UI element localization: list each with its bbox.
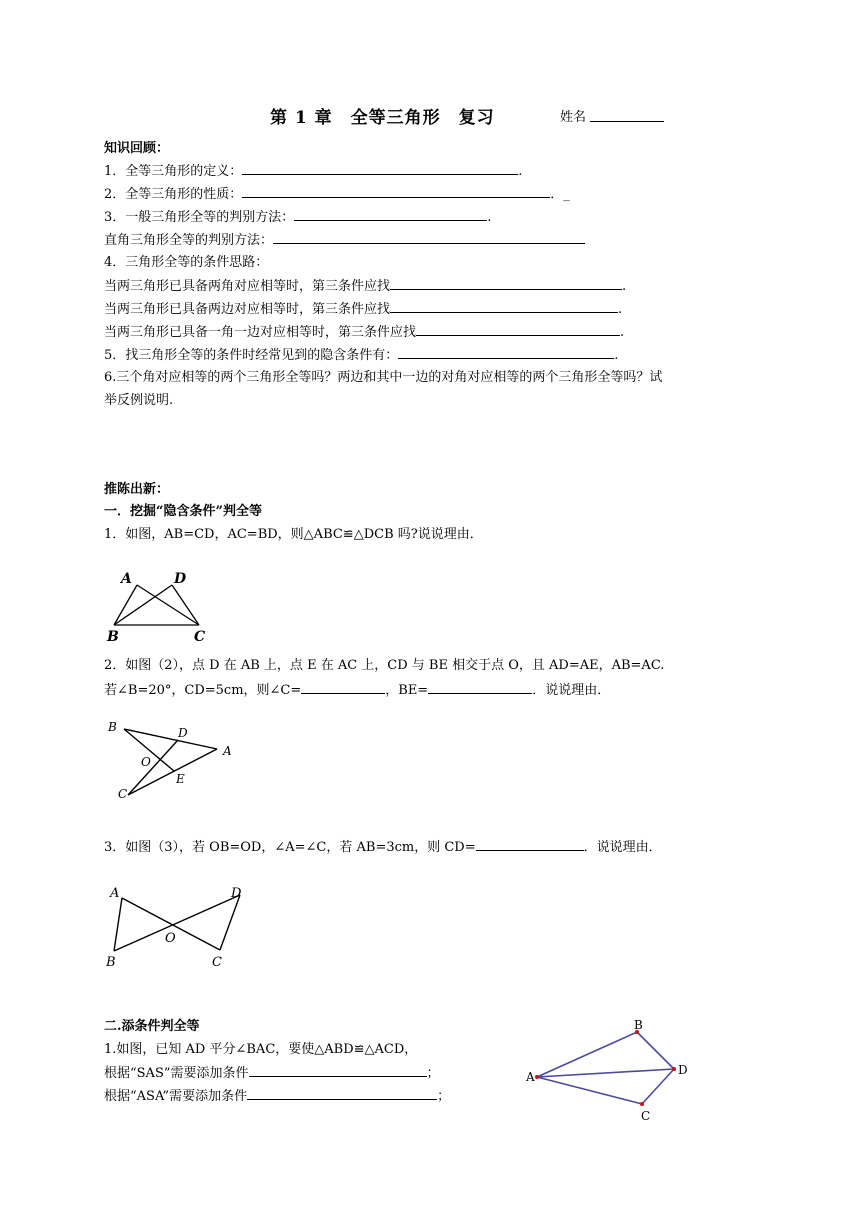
fig2-label-o: O xyxy=(141,755,151,769)
review-item-4b xyxy=(104,300,622,319)
question-2-line1: 2．如图（2），点 D 在 AB 上，点 E 在 AC 上，CD 与 BE 相交于点 O，且 AD=AE，AB=AC. xyxy=(104,658,665,673)
asa-blank[interactable] xyxy=(247,1087,437,1100)
part2-sas xyxy=(104,1064,440,1083)
review-item-4c-text: 当两三角形已具备一角一边对应相等时，第三条件应找 xyxy=(104,325,417,340)
review-item-3b-blank[interactable] xyxy=(273,231,585,244)
review-item-5 xyxy=(104,346,618,365)
asa-text: 根据“ASA”需要添加条件 xyxy=(104,1089,248,1104)
fig3-label-a: A xyxy=(110,886,120,901)
review-item-1-blank[interactable] xyxy=(242,162,518,175)
review-item-3-blank[interactable] xyxy=(294,208,487,221)
figure-1-diagram xyxy=(104,566,214,646)
review-item-4a-text: 当两三角形已具备两角对应相等时，第三条件应找 xyxy=(104,279,391,294)
review-item-4c xyxy=(104,323,624,342)
name-label: 姓名 xyxy=(560,110,587,125)
part1-heading: 一．挖掘“隐含条件”判全等 xyxy=(104,504,262,519)
review-item-2-text: 2．全等三角形的性质： xyxy=(104,187,243,202)
name-blank[interactable] xyxy=(590,121,664,122)
question-1: 1．如图，AB=CD，AC=BD，则△ABC≌△DCB 吗?说说理由． xyxy=(104,527,483,542)
q3-text-a: 3．如图（3），若 OB=OD，∠A=∠C，若 AB=3cm，则 CD= xyxy=(104,840,476,855)
review-item-1-text: 1．全等三角形的定义： xyxy=(104,164,243,179)
semicolon: ； xyxy=(437,1089,451,1104)
q2-angle-blank[interactable] xyxy=(301,681,385,694)
review-item-3 xyxy=(104,208,491,227)
question-3 xyxy=(104,838,662,857)
q2-text-c: ．说说理由． xyxy=(532,683,611,698)
review-item-2-blank[interactable] xyxy=(242,185,550,198)
review-item-5-blank[interactable] xyxy=(398,346,614,359)
part2-asa xyxy=(104,1087,450,1106)
sas-text: 根据“SAS”需要添加条件 xyxy=(104,1066,249,1081)
figure-2-diagram xyxy=(104,716,244,806)
fig3-label-o: O xyxy=(165,931,176,946)
fig4-label-d: D xyxy=(678,1063,688,1077)
fig4-label-b: B xyxy=(634,1018,643,1032)
fig1-label-c: C xyxy=(194,629,206,645)
period: . xyxy=(487,210,492,225)
review-item-4a-blank[interactable] xyxy=(390,277,622,290)
period: . xyxy=(614,348,619,363)
fig4-label-c: C xyxy=(641,1109,651,1123)
fig2-label-c: C xyxy=(118,787,128,801)
review-item-4b-blank[interactable] xyxy=(390,300,618,313)
q3-cd-blank[interactable] xyxy=(476,838,584,851)
review-item-4c-blank[interactable] xyxy=(416,323,620,336)
review-item-2 xyxy=(104,185,570,204)
fig3-label-b: B xyxy=(106,955,116,970)
new-section-heading: 推陈出新： xyxy=(104,482,170,497)
review-item-3-text: 3．一般三角形全等的判别方法： xyxy=(104,210,295,225)
fig1-label-b: B xyxy=(107,629,119,645)
review-item-6b: 举反例说明. xyxy=(104,393,174,408)
sas-blank[interactable] xyxy=(249,1064,427,1077)
fig2-label-b: B xyxy=(108,720,117,734)
fig4-label-a: A xyxy=(526,1070,535,1084)
review-item-5-text: 5．找三角形全等的条件时经常见到的隐含条件有： xyxy=(104,348,399,363)
period: ．_ xyxy=(550,187,570,202)
review-item-3b-text: 直角三角形全等的判别方法： xyxy=(104,233,274,248)
review-item-1 xyxy=(104,162,522,181)
fig1-label-d: D xyxy=(174,571,187,587)
semicolon: ； xyxy=(426,1066,440,1081)
part2-question-1: 1.如图，已知 AD 平分∠BAC，要使△ABD≌△ACD， xyxy=(104,1042,418,1057)
q2-text-a: 若∠B=20°，CD=5cm，则∠C= xyxy=(104,683,302,698)
fig1-label-a: A xyxy=(121,571,132,587)
q2-be-blank[interactable] xyxy=(428,681,532,694)
review-item-4a xyxy=(104,277,626,296)
q3-text-b: ．说说理由． xyxy=(583,840,662,855)
review-item-3b xyxy=(104,231,585,250)
review-item-4: 4．三角形全等的条件思路： xyxy=(104,255,269,270)
fig2-label-a: A xyxy=(223,744,232,758)
fig3-label-c: C xyxy=(212,955,222,970)
fig2-label-d: D xyxy=(178,726,188,740)
period: . xyxy=(618,302,623,317)
period: . xyxy=(620,325,625,340)
review-item-4b-text: 当两三角形已具备两边对应相等时，第三条件应找 xyxy=(104,302,391,317)
question-2-line2 xyxy=(104,681,610,700)
review-item-6: 6.三个角对应相等的两个三角形全等吗？两边和其中一边的对角对应相等的两个三角形全等吗？试 xyxy=(104,370,663,385)
part2-heading: 二.添条件判全等 xyxy=(104,1019,200,1034)
period: . xyxy=(622,279,627,294)
q2-text-b: ，BE= xyxy=(385,683,429,698)
fig2-label-e: E xyxy=(176,772,185,786)
figure-4-diagram xyxy=(520,1015,700,1130)
fig3-label-d: D xyxy=(231,886,242,901)
period: . xyxy=(518,164,523,179)
page-title: 第 1 章 全等三角形 复习 xyxy=(270,108,495,128)
review-heading: 知识回顾： xyxy=(104,141,170,156)
figure-3-diagram xyxy=(104,880,254,975)
